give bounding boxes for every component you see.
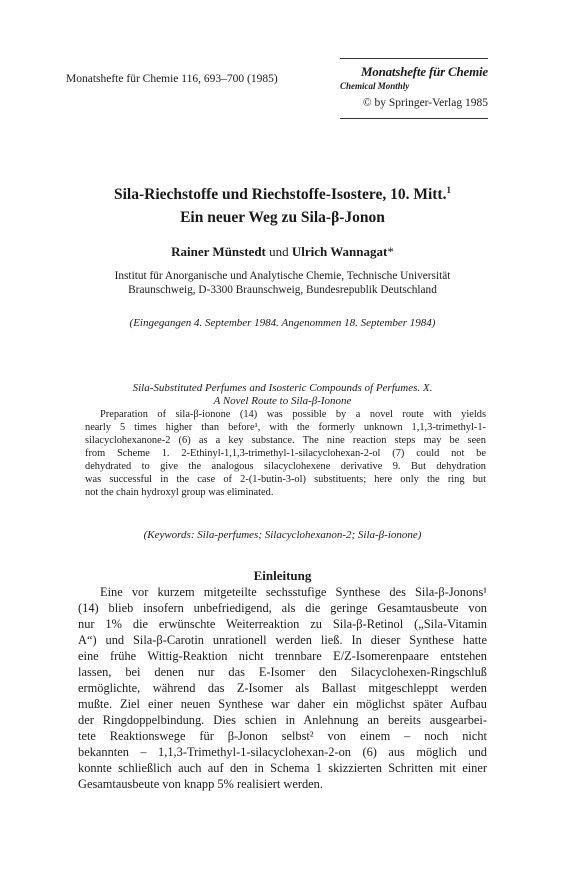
journal-subtitle: Chemical Monthly (340, 81, 410, 91)
title-line-1: Sila-Riechstoffe und Riechstoffe-Isostere, 10. Mitt. (114, 186, 447, 204)
body-line: Gesamtausbeute von knapp 5% realisiert werden. (78, 777, 323, 791)
body-line: ermöglichte, während das Z-Isomer als Ballast mitgeschleppt werden (78, 681, 487, 695)
body-line: A“) und Sila-β-Carotin unrationell werden ließ. In dieser Synthese hatte (78, 633, 487, 647)
header-rule-top (340, 58, 488, 59)
corresponding-mark: * (387, 244, 394, 259)
abstract-line: nearly 5 times higher than before¹, with the formerly unknown 1,1,3-trimethyl-1- (85, 422, 486, 433)
author-conjunction: und (269, 244, 289, 259)
english-title-line-1: Sila-Substituted Perfumes and Isosteric Compounds of Perfumes. X. (132, 382, 433, 394)
abstract-line: Preparation of sila-β-ionone (14) was possible by a novel route with yields (100, 409, 486, 420)
body-line: nur 1% die erwünschte Weiterreaktion zu Sila-β-Retinol („Sila-Vitamin (78, 617, 487, 631)
english-title-line-2: A Novel Route to Sila-β-Ionone (213, 395, 352, 407)
abstract-line: not the chain hydroxyl group was eliminated. (85, 487, 274, 498)
abstract-line: silacyclohexanone-2 (6) as a key substance. The nine reaction steps may be seen (85, 435, 486, 446)
body-line: lassen, bei denen nur das E-Isomer den Silacyclohexen-Ringschluß (78, 665, 487, 679)
authors (40, 244, 525, 260)
abstract-line: from Scheme 1. 2-Ethinyl-1,1,3-trimethyl-1-silacyclohexan-2-ol (7) could not be (85, 448, 486, 459)
body-line: eine frühe Wittig-Reaktion nicht trennbare E/Z-Isomerenpaare entstehen (78, 649, 487, 663)
body-line: bekannten – 1,1,3-Trimethyl-1-silacyclohexan-2-on (6) aus möglich und (78, 745, 487, 759)
affiliation-line-1: Institut für Anorganische und Analytische Chemie, Technische Universität (114, 270, 451, 282)
body-line: konnte schließlich auch auf den in Schema 1 skizzierten Schritten mit einer (78, 761, 487, 775)
abstract-line: was successful in the case of 2-(1-butin-3-ol) substituents; here only the ring but (85, 474, 486, 485)
page-subtitle: Ein neuer Weg zu Sila-β-Jonon (180, 209, 385, 226)
body-line: mußte. Ziel einer neuen Synthese war daher ein möglichst später Aufbau (78, 697, 487, 711)
header-rule-bottom (340, 118, 488, 119)
page-title (40, 185, 525, 204)
abstract-line: dehydrated to give the analogous silacyclohexene derivative 9. But dehydration (85, 461, 486, 472)
keywords: (Keywords: Sila-perfumes; Silacyclohexanon-2; Sila-β-ionone) (143, 529, 422, 541)
received-dates: (Eingegangen 4. September 1984. Angenommen 18. September 1984) (129, 317, 436, 329)
body-line: der Ringdoppelbindung. Dies schien in Anlehnung an bereits ausgearbei- (78, 713, 487, 727)
copyright-notice: © by Springer-Verlag 1985 (362, 97, 488, 109)
journal-name: Monatshefte für Chemie (360, 64, 488, 79)
affiliation-line-2: Braunschweig, D-3300 Braunschweig, Bundesrepublik Deutschland (128, 284, 437, 296)
body-line: tete Reaktionswege für β-Jonon selbst² von einem – noch nicht (78, 729, 487, 743)
author-1: Rainer Münstedt (171, 244, 266, 259)
body-line: Eine vor kurzem mitgeteilte sechsstufige Synthese des Sila-β-Jonons¹ (100, 585, 487, 599)
title-footnote-mark: 1 (446, 185, 451, 195)
section-heading: Einleitung (253, 568, 312, 583)
author-2: Ulrich Wannagat (291, 244, 388, 259)
body-line: (14) blieb insofern unbefriedigend, als die geringe Gesamtausbeute von (78, 601, 487, 615)
journal-reference: Monatshefte für Chemie 116, 693–700 (1985) (66, 73, 278, 85)
